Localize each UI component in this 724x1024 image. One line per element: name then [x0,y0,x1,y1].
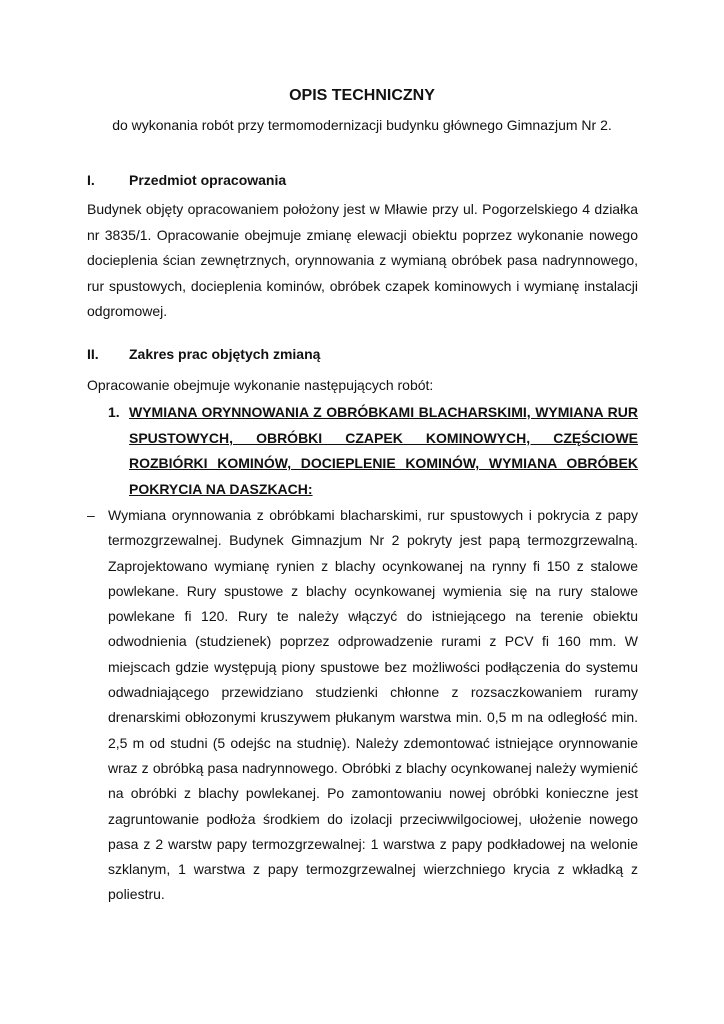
section-1-paragraph: Budynek objęty opracowaniem położony jest w Mławie przy ul. Pogorzelskiego 4 działka nr 3835/1. Opracowanie obejmuje zmianę elewacji obiektu poprzez wykonanie nowego docieplenia ścian zewnętrznych, orynnowania z wymianą obróbek pasa nadrynnowego, rur spustowych, docieplenia kominów, obróbek czapek kominowych i wymianę instalacji odgromowej. [87,201,638,319]
section-number: I. [87,172,95,188]
section-2-intro: Opracowanie obejmuje wykonanie następujących robót: [87,377,434,393]
document-title: OPIS TECHNICZNY [289,87,435,104]
section-title: Zakres prac objętych zmianą [129,346,321,362]
list-item-text: WYMIANA ORYNNOWANIA Z OBRÓBKAMI BLACHARSKIMI, WYMIANA RUR SPUSTOWYCH, OBRÓBKI CZAPEK KOMINOWYCH, CZĘŚCIOWE ROZBIÓRKI KOMINÓW, DOCIEPLENIE KOMINÓW, WYMIANA OBRÓBEK POKRYCIA NA DASZKACH: [129,404,638,498]
section-title: Przedmiot opracowania [129,172,287,188]
list-item-number: 1. [108,404,120,420]
document-subtitle: do wykonania robót przy termomodernizacji budynku głównego Gimnazjum Nr 2. [112,117,612,133]
numbered-list-item [108,400,638,503]
bullet-item [87,503,638,908]
section-heading-2 [87,344,320,364]
section-number: II. [87,346,99,362]
section-heading-1 [87,170,286,190]
dash-bullet-icon: – [87,507,95,523]
bullet-item-text: Wymiana orynnowania z obróbkami blacharskimi, rur spustowych i pokrycia z papy termozgrzewalnej. Budynek Gimnazjum Nr 2 pokryty jest papą termozgrzewalną. Zaprojektowano wymianę rynien z blachy ocynkowanej na rynny fi 150 z stalowe powlekane. Rury spustowe z blachy ocynkowanej wymienia się na rury stalowe powlekane fi 120. Rury te należy włączyć do istniejącego na terenie obiektu odwodnienia (studzienek) poprzez odprowadzenie rurami z PCV fi 160 mm. W miejscach gdzie występują piony spustowe bez możliwości podłączenia do systemu odwadniającego przewidziano studzienki chłonne z rozsaczkowaniem ruramy drenarskimi obłozonymi kruszywem płukanym warstwa min. 0,5 m na odległość min. 2,5 m od studni (5 odejśc na studnię). Należy zdemontować istniejące orynnowanie wraz z obróbką pasa nadrynnowego. Obróbki z blachy ocynkowanej należy wymienić na obróbki z blachy powlekanej. Po zamontowaniu nowej obróbki konieczne jest zagruntowanie podłoża środkiem do izolacji przeciwwilgociowej, ułożenie nowego pasa z 2 warstw papy termozgrzewalnej: 1 warstwa z papy podkładowej na welonie szklanym, 1 warstwa z papy termozgrzewalnej wierzchniego krycia z wkładką z poliestru. [108,507,638,903]
